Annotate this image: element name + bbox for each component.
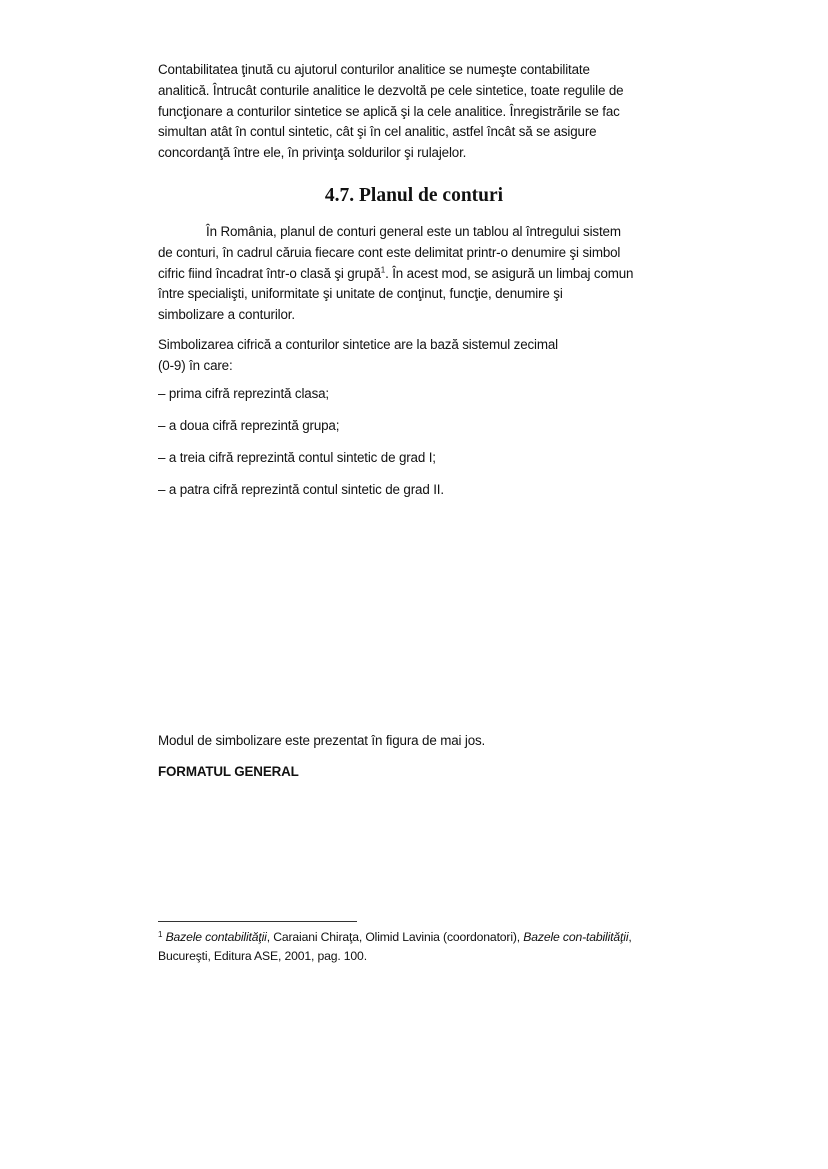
text-line: Simbolizarea cifrică a conturilor sintetice are la bază sistemul zecimal (158, 337, 559, 352)
footnote-separator (158, 921, 357, 922)
footnote-punct: , (628, 930, 632, 944)
text-line: Contabilitatea ţinută cu ajutorul conturilor analitice se numeşte contabilitate (158, 62, 590, 77)
paragraph-chart-of-accounts (158, 222, 678, 326)
text-line: . În acest mod, se asigură un limbaj comun (385, 265, 634, 281)
text-line: de conturi, în cadrul căruia fiecare cont este delimitat printr-o denumire şi simbol (158, 244, 621, 260)
footnote-title: Bazele contabilităţii (165, 930, 267, 944)
text-line: funcţionare a conturilor sintetice se aplică şi la cele analitice. Înregistrările se fac (158, 103, 620, 119)
text-line: În România, planul de conturi general este un tablou al întregului sistem (206, 224, 621, 239)
paragraph-symbolization (158, 335, 678, 377)
footnote-marker: 1 (158, 930, 163, 939)
paragraph-figure-intro: Modul de simbolizare este prezentat în figura de mai jos. (158, 733, 486, 748)
text-line: concordanţă între ele, în privinţa soldurilor şi rulajelor. (158, 145, 467, 161)
text-line: simbolizare a conturilor. (158, 307, 295, 323)
footnote-reference[interactable]: 1 (380, 265, 386, 275)
footnote-title-2: Bazele con-tabilităţii (523, 930, 629, 944)
footnote-publisher: Bucureşti, Editura ASE, 2001, pag. 100. (158, 949, 367, 963)
text-line: cifric fiind încadrat într-o clasă şi grupă (158, 265, 381, 281)
text-line: simultan atât în contul sintetic, cât şi în cel analitic, astfel încât să se asigure (158, 124, 597, 140)
list-item-first-digit: – prima cifră reprezintă clasa; (158, 386, 329, 401)
text-line: analitică. Întrucât conturile analitice le dezvoltă pe cele sintetice, toate regulile de (158, 82, 624, 98)
list-item-third-digit: – a treia cifră reprezintă contul sintetic de grad I; (158, 450, 436, 465)
list-item-fourth-digit: – a patra cifră reprezintă contul sintetic de grad II. (158, 482, 444, 497)
paragraph-analytic-accounting (158, 60, 678, 164)
text-line: între specialişti, uniformitate şi unitate de conţinut, funcţie, denumire şi (158, 286, 563, 302)
text-line: (0-9) în care: (158, 357, 233, 373)
subheading-general-format: FORMATUL GENERAL (158, 764, 299, 779)
section-heading: 4.7. Planul de conturi (324, 185, 504, 206)
list-item-second-digit: – a doua cifră reprezintă grupa; (158, 418, 340, 433)
footnote (158, 928, 688, 966)
footnote-authors: , Caraiani Chiraţa, Olimid Lavinia (coordonatori), (266, 930, 524, 944)
